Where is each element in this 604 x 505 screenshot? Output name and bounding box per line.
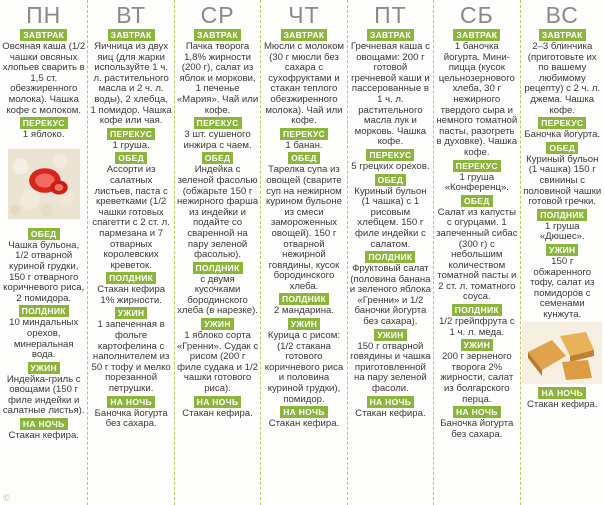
snack-label: ПЕРЕКУС [194,117,242,129]
breakfast-label: ЗАВТРАК [367,29,414,41]
night-text: Стакан кефира. [8,430,79,442]
breakfast-label: ЗАВТРАК [20,29,67,41]
night-text: Баночка йогурта без сахара. [440,418,514,440]
snack-text: 5 грецких орехов. [351,160,430,172]
lunch-text: Салат из капусты с огурцами. 1 запеченный сибас (300 г) с небольшим количеством томатной пасты и 2 ст. л. томатного соуса. [436,206,518,303]
snack-label: ПЕРЕКУС [366,149,414,161]
day-title: ПТ [374,2,407,28]
lunch-label: ОБЕД [202,152,234,164]
afternoon-label: ПОЛДНИК [537,209,587,221]
afternoon-label: ПОЛДНИК [279,293,329,305]
snack-text: 1 груша. [112,139,150,151]
night-text: Стакан кефира. [268,418,340,430]
day-title: ПН [26,2,62,28]
afternoon-text: Фруктовый салат (половина банана и зеленого яблока «Гренни» и 1/2 баночки йогурта без сахара). [349,263,432,328]
dinner-text: Курица с рисом: (1/2 стакана готового коричневого риса и половина куриной грудки), помидор. [264,330,344,405]
dinner-text: 200 г зерненого творога 2% жирности, салат из болгарского перца. [440,351,514,405]
snack-label: ПЕРЕКУС [280,128,328,140]
afternoon-label: ПОЛДНИК [106,272,156,284]
day-title: ВТ [116,2,147,28]
lunch-label: ОБЕД [461,195,493,207]
lunch-text: Чашка бульона, 1/2 отварной куриной грудки, 150 г отварного коричневого риса, 2 помидора. [3,239,85,304]
night-label: НА НОЧЬ [280,406,328,418]
breakfast-text: Мюсли с молоком (30 г мюсли без сахара с сухофруктами и стакан теплого обезжиренного молока). Чай или кофе. [263,41,345,127]
night-text: Стакан кефира. [182,407,253,419]
lunch-text: Тарелка супа из овощей (сварите суп на нежирном курином бульоне из смеси замороженных овощей). 150 г отварной нежирной говядины, кусок бородинского хлеба. [265,164,342,292]
night-text: Стакан кефира. [355,407,426,419]
dinner-label: УЖИН [28,362,60,374]
lunch-text: Куриный бульон (1 чашка) 150 г свинины с половиной чашки готовой гречки. [523,153,602,208]
afternoon-text: 1 груша «Дюшес». [539,220,585,243]
afternoon-text: 2 мандарина. [273,305,335,317]
snack-text: Баночка йогурта. [524,129,601,141]
day-title: СР [200,2,235,28]
snack-label: ПЕРЕКУС [20,117,68,129]
breakfast-label: ЗАВТРАК [281,29,328,41]
night-label: НА НОЧЬ [453,406,501,418]
breakfast-text: Гречневая каша с овощами: 200 г готовой гречневой каши и пассерованные в 1 ч. л. растительного масла лук и морковь. Чашка кофе. [350,41,430,148]
strawberry-oatmeal-photo [8,144,80,224]
lunch-text: Индейка с зеленой фасолью (обжарьте 150 г нежирного фарша из индейки и подайте со сваренной на пару зеленой фасолью). [176,164,259,261]
lunch-text: Куриный бульон (1 чашка) с 1 рисовым хлебцем. 150 г филе индейки с салатом. [354,185,427,250]
snack-text: 1 яблоко. [22,129,65,141]
dinner-label: УЖИН [374,329,406,341]
dinner-label: УЖИН [201,318,233,330]
breakfast-label: ЗАВТРАК [194,29,241,41]
dinner-text: Индейка-гриль с овощами (150 г филе индейки и салатные листья). [2,373,85,417]
afternoon-text: с двумя кусочками бородинского хлеба (в нарезке). [177,273,258,317]
day-column-thu [260,0,346,505]
lunch-label: ОБЕД [546,142,578,154]
snack-text: 1 груша «Конференц». [444,171,509,194]
day-title: ВС [545,2,579,28]
lunch-label: ОБЕД [28,228,60,240]
day-column-sun [520,0,604,505]
afternoon-text: 1/2 грейпфрута с 1 ч. л. меда. [438,316,515,338]
snack-label: ПЕРЕКУС [453,160,501,172]
breakfast-text: Пачка творога 1,8% жирности (200 г), салат из яблок и моркови, 1 печенье «Мария». Чай или кофе. [176,41,259,116]
night-label: НА НОЧЬ [194,396,242,408]
day-title: СБ [459,2,494,28]
day-column-wed [174,0,260,505]
dinner-text: 150 г отварной говядины и чашка приготовленной на пару зеленой фасоли. [350,340,431,395]
breakfast-label: ЗАВТРАК [453,29,500,41]
afternoon-label: ПОЛДНИК [193,262,243,274]
day-column-tue [87,0,173,505]
breakfast-text: Яичница из двух яиц (для жарки используйте 1 ч. л. растительного масла и 2 ч. л. воды), 2 хлебца, 1 помидор. Чашка кофе или чая. [90,41,172,127]
dinner-text: 150 г обжаренного тофу, салат из помидоров с семенами кунжута. [530,255,595,320]
breakfast-label: ЗАВТРАК [108,29,155,41]
afternoon-label: ПОЛДНИК [365,251,415,263]
breakfast-text: 2–3 блинчика (приготовьте их по вашему любимому рецепту) с 2 ч. л. джема. Чашка кофе. [524,41,601,116]
night-label: НА НОЧЬ [538,387,586,399]
lunch-label: ОБЕД [115,152,147,164]
night-label: НА НОЧЬ [367,396,415,408]
breakfast-text: 1 баночка йогурта. Мини-пицца (кусок цельнозернового хлеба, 30 г нежирного твердого сыра и немного томатной пасты, разогреть в духовке). Чашка кофе. [436,41,518,158]
lunch-label: ОБЕД [288,152,320,164]
night-text: Баночка йогурта без сахара. [94,407,168,430]
honey-cake-photo [522,322,602,384]
watermark: © [3,493,10,503]
night-text: Стакан кефира. [527,399,598,411]
snack-label: ПЕРЕКУС [107,128,155,140]
breakfast-label: ЗАВТРАК [539,29,586,41]
dinner-label: УЖИН [546,244,578,256]
dinner-text: 1 яблоко сорта «Гренни». Судак с рисом (200 г филе судака и 1/2 чашки готового риса). [176,330,259,395]
snack-label: ПЕРЕКУС [538,117,586,129]
night-label: НА НОЧЬ [107,396,155,408]
breakfast-text: Овсяная каша (1/2 чашки овсяных хлопьев сварить в 1,5 ст. обезжиренного молока). Чашка кофе с молоком. [2,41,86,116]
snack-text: 3 шт. сушеного инжира с чаем. [183,129,252,151]
day-column-sat [433,0,519,505]
dinner-label: УЖИН [115,307,147,319]
day-title: ЧТ [288,2,320,28]
lunch-label: ОБЕД [375,174,407,186]
dinner-label: УЖИН [288,318,320,330]
afternoon-label: ПОЛДНИК [452,304,502,316]
snack-text: 1 банан. [285,139,323,151]
day-column-fri [347,0,433,505]
afternoon-text: 10 миндальных орехов, минеральная вода. [9,317,79,361]
night-label: НА НОЧЬ [20,418,68,430]
dinner-label: УЖИН [461,339,493,351]
dinner-text: 1 запеченная в фольге картофелина с наполнителем из 50 г тофу и мелко порезанной петрушки. [91,319,171,395]
afternoon-text: Стакан кефира 1% жирности. [97,284,166,306]
afternoon-label: ПОЛДНИК [19,305,69,317]
lunch-text: Ассорти из салатных листьев, паста с креветками (1/2 чашки готовых спагетти с 2 ст. л. пармезана и 7 отварных королевских креветок. [92,164,170,271]
day-column-mon [0,0,87,505]
